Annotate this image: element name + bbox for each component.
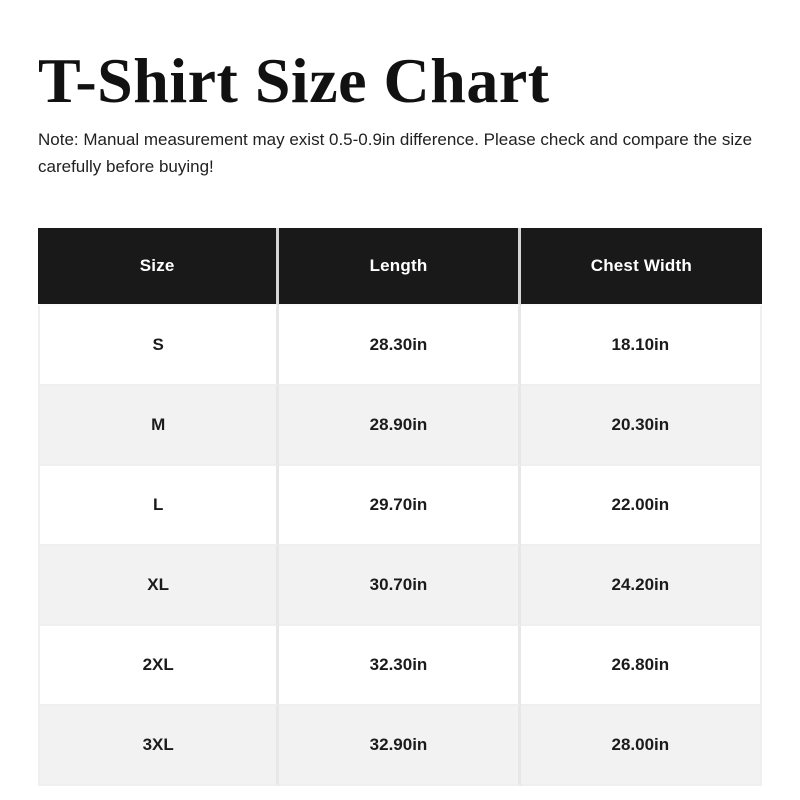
column-header-length: Length — [279, 228, 520, 306]
size-cell: 2XL — [38, 626, 279, 706]
length-cell: 28.90in — [279, 386, 520, 466]
table-row — [38, 626, 762, 706]
column-header-chest-width: Chest Width — [521, 228, 762, 306]
chest-width-cell: 22.00in — [521, 466, 762, 546]
size-cell: M — [38, 386, 279, 466]
table-row — [38, 706, 762, 786]
column-header-size: Size — [38, 228, 279, 306]
table-row — [38, 386, 762, 466]
chest-width-cell: 28.00in — [521, 706, 762, 786]
size-cell: S — [38, 306, 279, 386]
table-row — [38, 546, 762, 626]
note-text: Note: Manual measurement may exist 0.5-0.9in difference. Please check and compare the size carefully before buying! — [38, 130, 753, 176]
page-title: T-Shirt Size Chart — [38, 45, 550, 116]
header-row — [38, 228, 762, 306]
table-header — [38, 228, 762, 306]
table-row — [38, 466, 762, 546]
chest-width-cell: 20.30in — [521, 386, 762, 466]
length-cell: 29.70in — [279, 466, 520, 546]
chest-width-cell: 26.80in — [521, 626, 762, 706]
size-cell: 3XL — [38, 706, 279, 786]
length-cell: 30.70in — [279, 546, 520, 626]
size-cell: L — [38, 466, 279, 546]
length-cell: 28.30in — [279, 306, 520, 386]
length-cell: 32.90in — [279, 706, 520, 786]
chest-width-cell: 24.20in — [521, 546, 762, 626]
length-cell: 32.30in — [279, 626, 520, 706]
size-cell: XL — [38, 546, 279, 626]
size-chart-page — [38, 0, 762, 786]
table-row — [38, 306, 762, 386]
chest-width-cell: 18.10in — [521, 306, 762, 386]
table-body — [38, 306, 762, 786]
size-chart-table — [38, 228, 762, 786]
